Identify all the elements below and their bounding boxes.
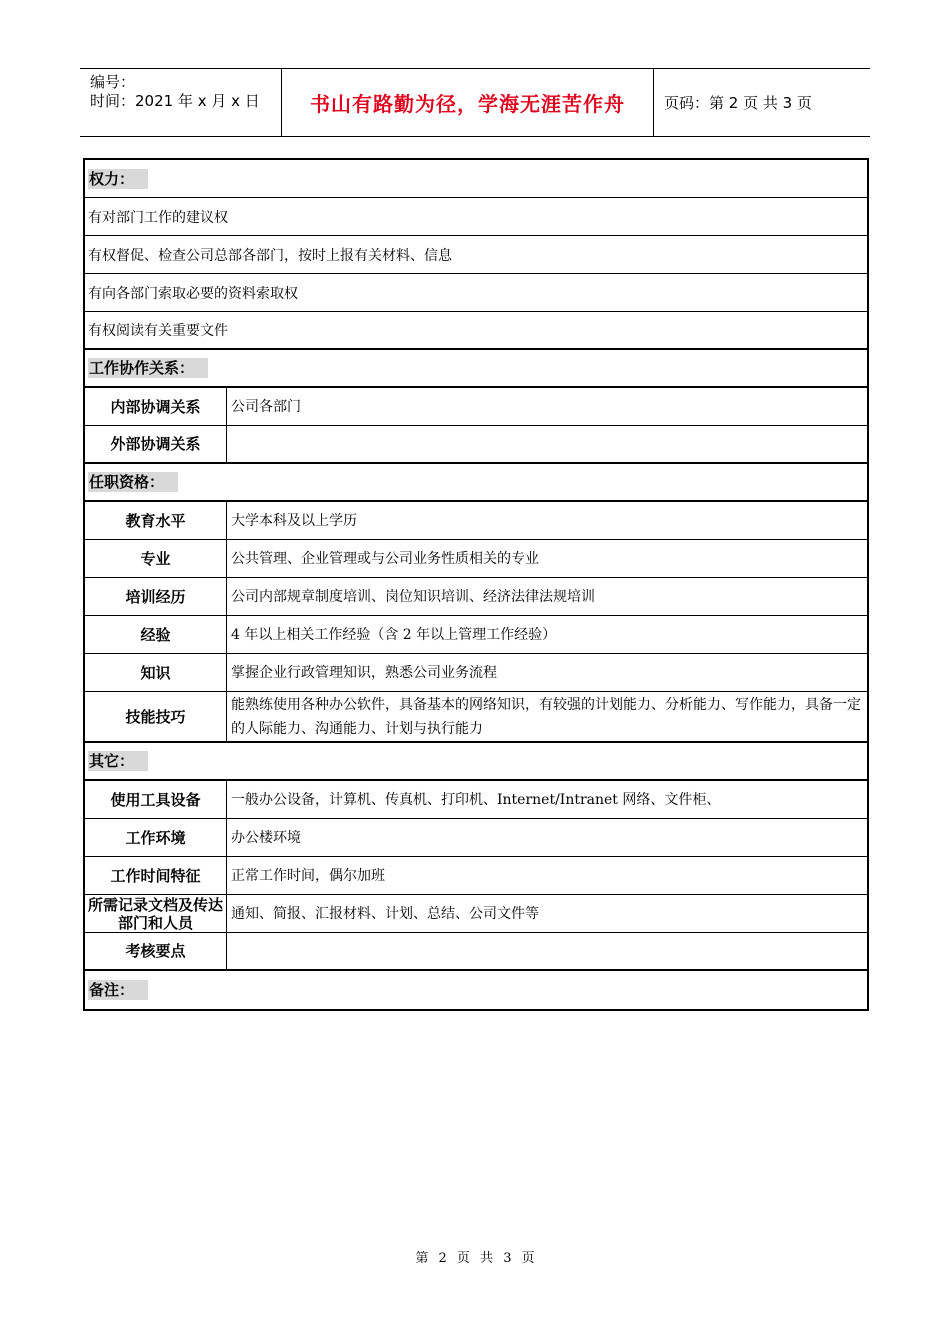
row-value: 公司内部规章制度培训、岗位知识培训、经济法律法规培训 (231, 588, 595, 605)
section-title: 权力： (88, 169, 148, 189)
qualification-row (85, 654, 867, 692)
qualification-row (85, 616, 867, 654)
header-page-number: 页码：第 2 页 共 3 页 (664, 94, 812, 112)
section-cooperation-header (85, 350, 867, 388)
other-row (85, 819, 867, 857)
other-row (85, 895, 867, 933)
row-value (227, 426, 867, 462)
header-page-cell (654, 69, 870, 136)
document-number-label: 编号： (90, 73, 136, 91)
row-label: 教育水平 (85, 502, 227, 539)
qualification-row (85, 692, 867, 743)
section-power-header (85, 160, 867, 198)
row-label: 培训经历 (85, 578, 227, 615)
qualification-row (85, 502, 867, 540)
cooperation-row (85, 426, 867, 464)
power-item: 有权督促、检查公司总部各部门，按时上报有关材料、信息 (85, 236, 867, 274)
qualification-row (85, 540, 867, 578)
cooperation-row (85, 388, 867, 426)
job-description-form (83, 158, 869, 1011)
row-value: 能熟练使用各种办公软件，具备基本的网络知识，有较强的计划能力、分析能力、写作能力，具备一定的人际能力、沟通能力、计划与执行能力 (231, 696, 861, 737)
row-label: 工作环境 (85, 819, 227, 856)
section-title: 其它： (88, 751, 148, 771)
row-value: 正常工作时间，偶尔加班 (231, 867, 385, 884)
row-label: 知识 (85, 654, 227, 691)
page-footer: 第 2 页 共 3 页 (415, 1251, 535, 1266)
power-item: 有向各部门索取必要的资料索取权 (85, 274, 867, 312)
other-row (85, 857, 867, 895)
row-value: 公共管理、企业管理或与公司业务性质相关的专业 (231, 550, 539, 567)
row-label: 使用工具设备 (85, 781, 227, 818)
section-title: 任职资格： (88, 472, 178, 492)
section-title: 备注： (88, 980, 148, 1000)
row-value: 掌握企业行政管理知识，熟悉公司业务流程 (231, 664, 497, 681)
document-header (80, 68, 870, 137)
header-motto-cell (282, 69, 654, 136)
section-remarks-header (85, 971, 867, 1009)
row-value: 4 年以上相关工作经验（含 2 年以上管理工作经验） (231, 626, 557, 643)
document-date-label: 时间：2021 年 x 月 x 日 (90, 92, 260, 110)
row-label: 技能技巧 (85, 692, 227, 741)
row-label: 内部协调关系 (85, 388, 227, 425)
power-item: 有对部门工作的建议权 (85, 198, 867, 236)
other-row (85, 933, 867, 971)
row-label: 专业 (85, 540, 227, 577)
section-other-header (85, 743, 867, 781)
row-value (227, 933, 867, 969)
row-value: 大学本科及以上学历 (231, 512, 357, 529)
row-label: 外部协调关系 (85, 426, 227, 462)
section-title: 工作协作关系： (88, 358, 208, 378)
other-row (85, 781, 867, 819)
power-item: 有权阅读有关重要文件 (85, 312, 867, 350)
qualification-row (85, 578, 867, 616)
row-value: 公司各部门 (231, 398, 301, 415)
row-value: 通知、简报、汇报材料、计划、总结、公司文件等 (231, 905, 539, 922)
row-label: 经验 (85, 616, 227, 653)
row-label: 考核要点 (85, 933, 227, 969)
section-qualification-header (85, 464, 867, 502)
row-value: 办公楼环境 (231, 829, 301, 846)
header-motto: 书山有路勤为径，学海无涯苦作舟 (310, 92, 625, 116)
row-value: 一般办公设备，计算机、传真机、打印机、Internet/Intranet 网络、文件柜、 (231, 791, 721, 808)
row-label: 所需记录文档及传达部门和人员 (85, 895, 227, 932)
row-label: 工作时间特征 (85, 857, 227, 894)
header-meta-cell (80, 69, 282, 136)
